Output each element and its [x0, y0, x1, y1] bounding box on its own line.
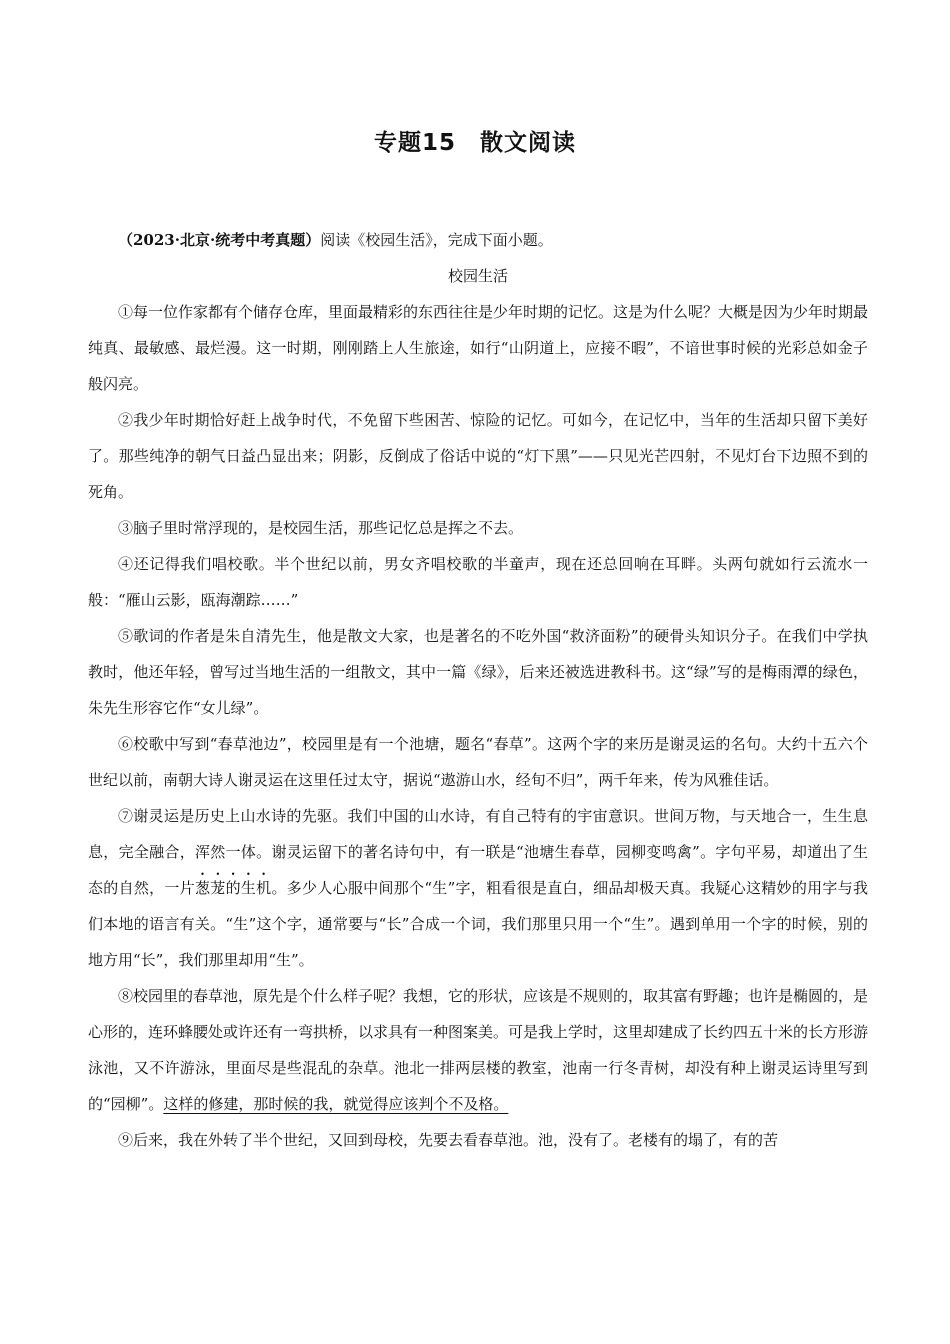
paragraph-9: ⑨后来，我在外转了半个世纪，又回到母校，先要去看春草池。池，没有了。老楼有的塌了，有的苦 [118, 1131, 779, 1149]
paragraph-7-part-b: 。多少人心服中间那个“生”字，粗看很是直白，细品却极天真。我疑心这精妙的用字与我们本地的语言有关。“生”这个字，通常要与“长”合成一个词，我们那里只用一个“生”。遇到单用一个字的时候，别的地方用“长”，我们那里却用“生”。 [88, 879, 868, 969]
question-intro [88, 222, 868, 258]
emphasized-phrase: 葱茏的生机 [195, 879, 272, 897]
page-title: 专题15 散文阅读 [373, 130, 576, 156]
question-source: （2023·北京·统考中考真题） [118, 231, 321, 249]
paragraph-3: ③脑子里时常浮现的，是校园生活，那些记忆总是挥之不去。 [118, 519, 524, 537]
paragraph-2: ②我少年时期恰好赶上战争时代，不免留下些困苦、惊险的记忆。可如今，在记忆中，当年的生活却只留下美好了。那些纯净的朝气日益凸显出来；阴影，反倒成了俗话中说的“灯下黑”——只见光芒四射，不见灯台下边照不到的死角。 [88, 411, 868, 501]
article-title: 校园生活 [447, 267, 508, 285]
underlined-sentence: 这样的修建，那时候的我，就觉得应该判个不及格。 [163, 1095, 509, 1113]
paragraph-4: ④还记得我们唱校歌。半个世纪以前，男女齐唱校歌的半童声，现在还总回响在耳畔。头两句就如行云流水一般：“雁山云影，瓯海潮踪……” [88, 555, 868, 609]
paragraph-7-part-a: ⑦谢灵运是历史上山水诗的先驱。我们中国的山水诗，有自己特有的宇宙意识。世间万物，与天地合一，生生息息，完全融合，浑然一体。谢灵运留下的著名诗句中，有一联是“池塘生春草，园柳变鸣禽”。字句平易，却道出了生态的自然，一片 [88, 807, 868, 897]
paragraph-8 [88, 978, 868, 1122]
document-content [88, 222, 868, 1158]
paragraph-1: ①每一位作家都有个储存仓库，里面最精彩的东西往往是少年时期的记忆。这是为什么呢？大概是因为少年时期最纯真、最敏感、最烂漫。这一时期，刚刚踏上人生旅途，如行“山阴道上，应接不暇”，不谙世事时候的光彩总如金子般闪亮。 [88, 303, 869, 393]
paragraph-5: ⑤歌词的作者是朱自清先生，他是散文大家，也是著名的不吃外国“救济面粉”的硬骨头知识分子。在我们中学执教时，他还年轻，曾写过当地生活的一组散文，其中一篇《绿》，后来还被选进教科书。这“绿”写的是梅雨潭的绿色，朱先生形容它作“女儿绿”。 [88, 627, 868, 717]
paragraph-6: ⑥校歌中写到“春草池边”，校园里是有一个池塘，题名“春草”。这两个字的来历是谢灵运的名句。大约十五六个世纪以前，南朝大诗人谢灵运在这里任过太守，据说“遨游山水，经旬不归”，两千年来，传为风雅佳话。 [88, 735, 868, 789]
paragraph-8-part-a: ⑧校园里的春草池，原先是个什么样子呢？我想，它的形状，应该是不规则的，取其富有野趣；也许是椭圆的，是心形的，连环蜂腰处或许还有一弯拱桥，以求具有一种图案美。可是我上学时，这里却建成了长约四五十米的长方形游泳池，又不许游泳，里面尽是些混乱的杂草。池北一排两层楼的教室，池南一行冬青树，却没有种上谢灵运诗里写到的“园柳”。 [88, 987, 869, 1113]
question-instruction: 阅读《校园生活》，完成下面小题。 [320, 231, 553, 249]
paragraph-7 [88, 798, 868, 978]
